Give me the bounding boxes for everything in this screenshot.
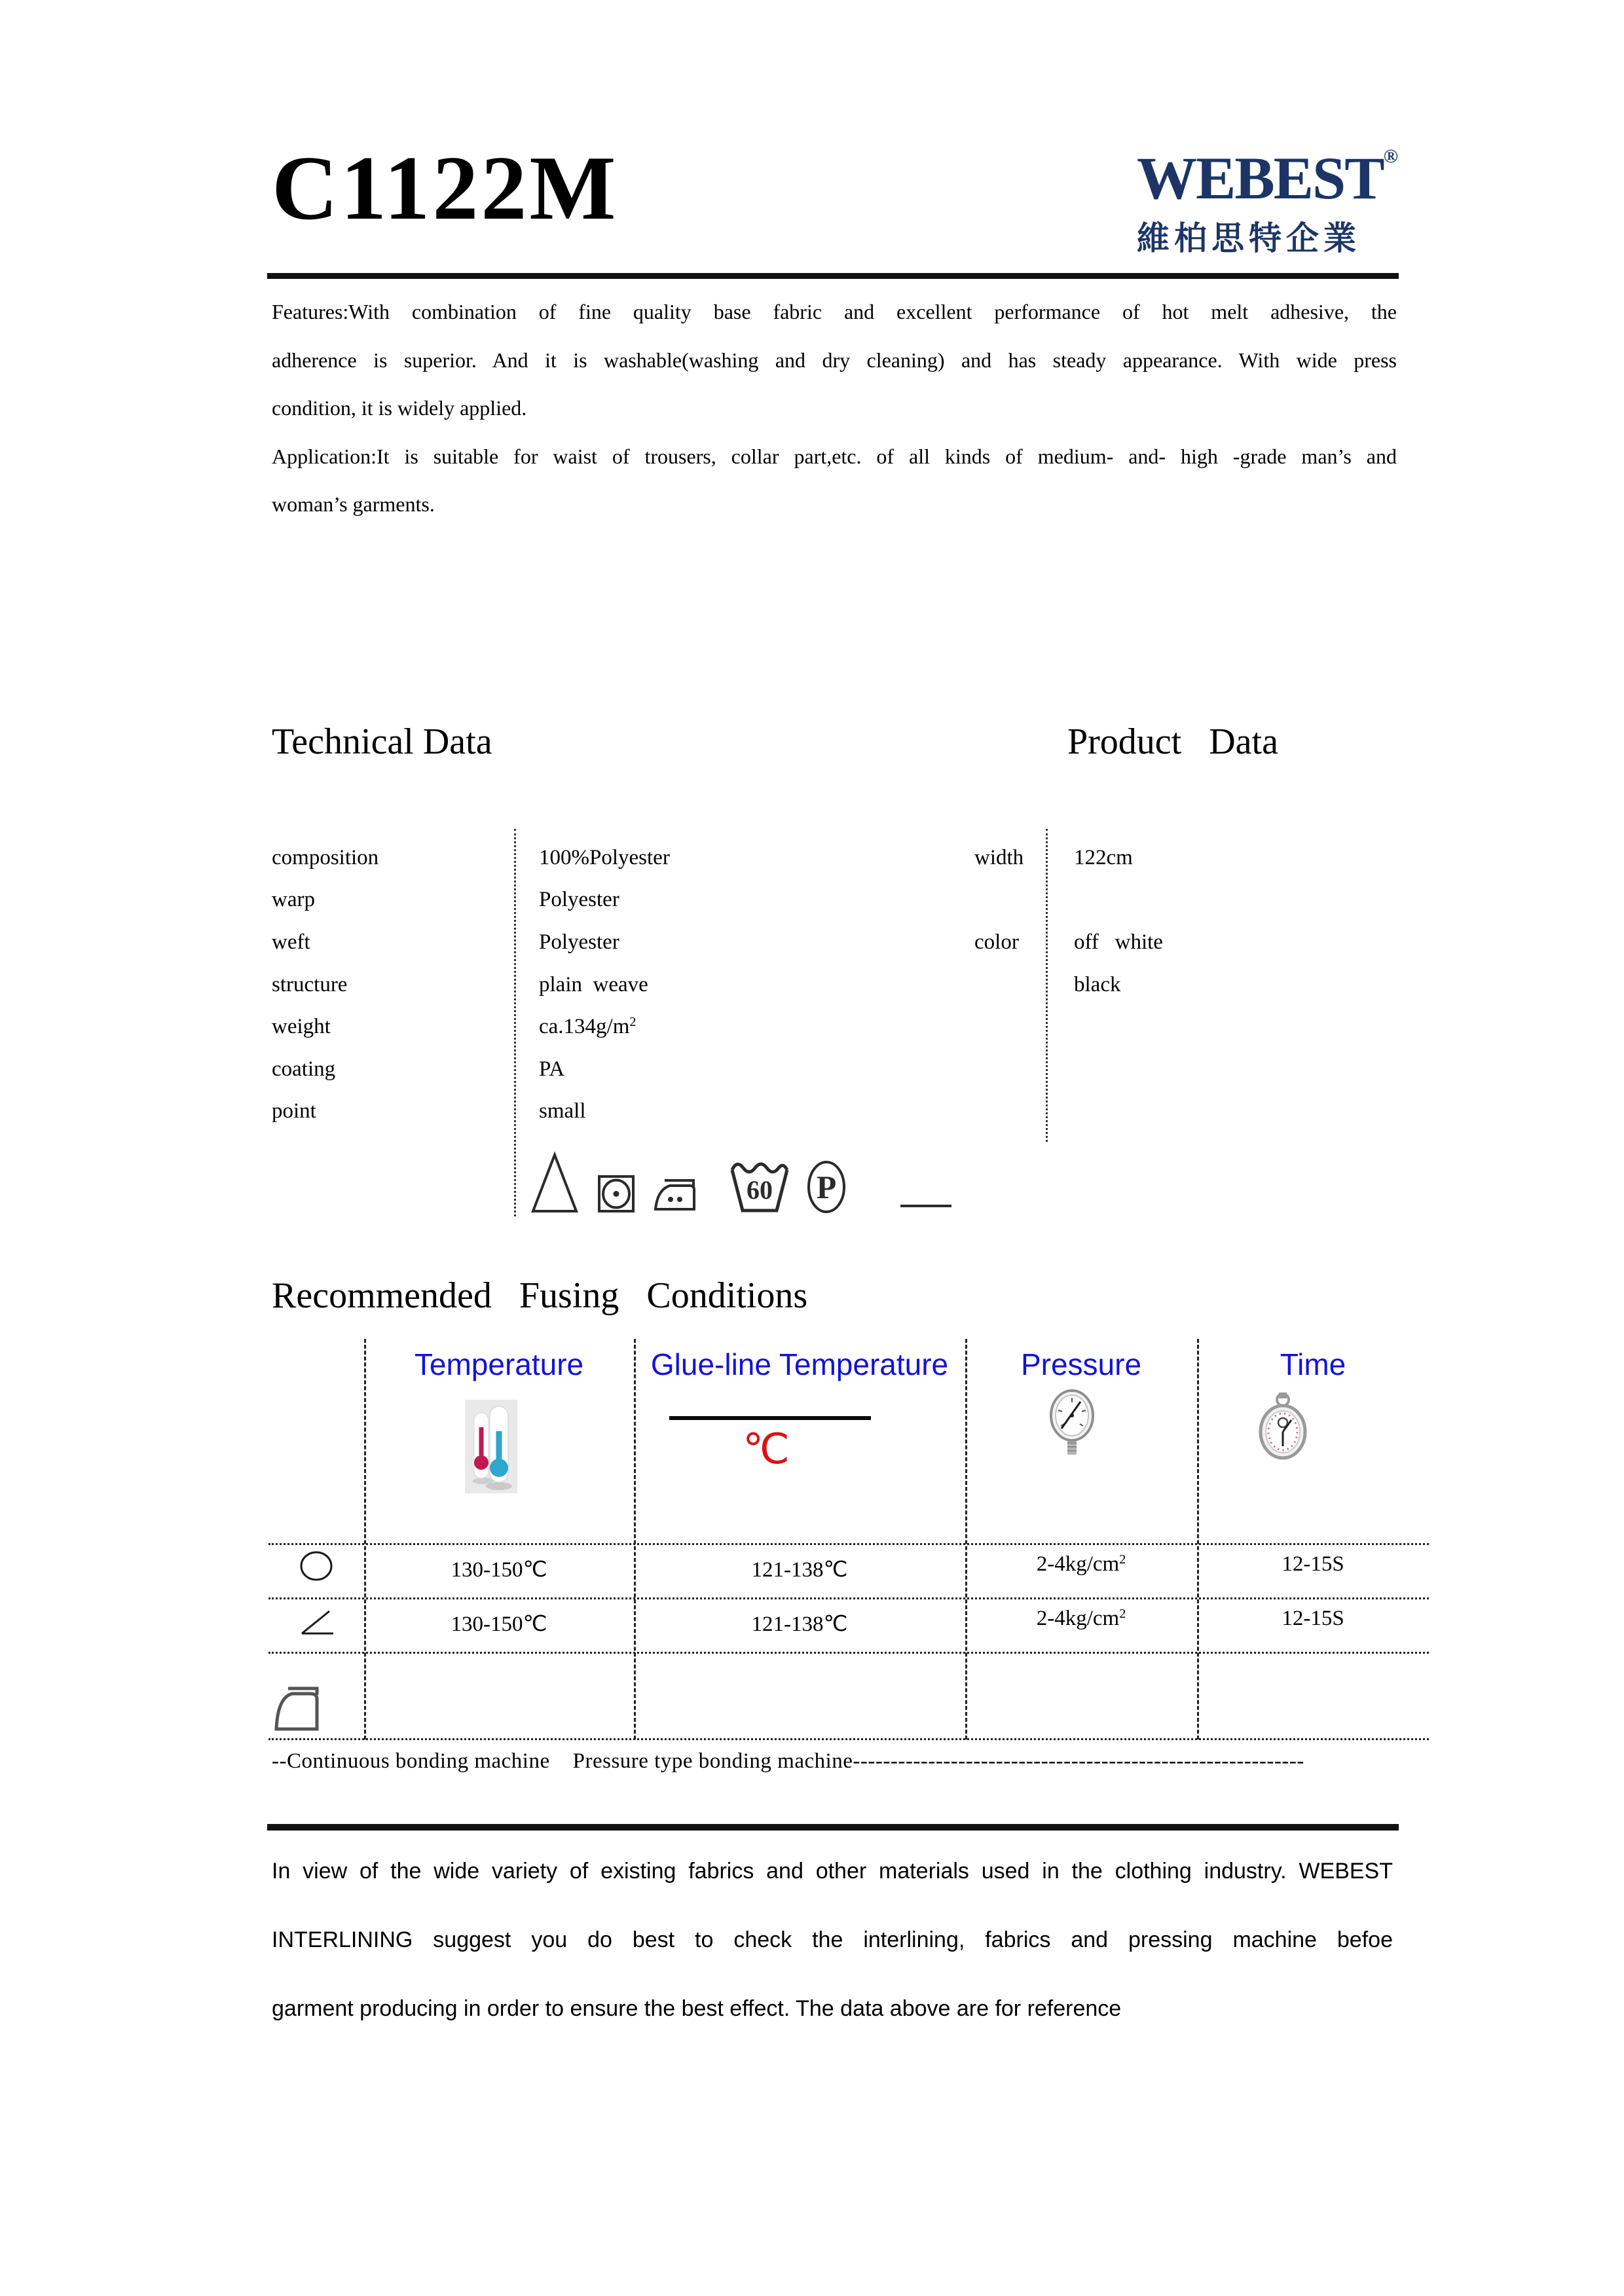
care-symbols-row: [530, 1150, 951, 1218]
fusing-conditions-heading: Recommended Fusing Conditions: [272, 1275, 808, 1316]
column-header-pressure: Pressure: [1020, 1347, 1142, 1381]
product-data-table: [969, 837, 1401, 1151]
glue-temperature-value: 121-138℃: [751, 1558, 848, 1582]
bleach-triangle-icon: [530, 1152, 579, 1218]
row-label: composition: [272, 845, 379, 869]
dry-clean-p-icon: [806, 1159, 847, 1218]
celsius-symbol: ℃: [743, 1426, 790, 1472]
logo-chinese-text: 維柏思特企業: [1136, 220, 1361, 257]
thermometer-icon: [465, 1400, 517, 1497]
temperature-value: 130-150℃: [451, 1558, 547, 1582]
table-row: [272, 1048, 927, 1091]
disclaimer-line: INTERLINING suggest you do best to check the interlining, fabrics and pressing machine befoe: [272, 1927, 1393, 1952]
row-value: off white: [1074, 930, 1163, 954]
stopwatch-icon: [1257, 1391, 1308, 1463]
table-row: [272, 1091, 927, 1133]
technical-data-table: [272, 837, 927, 1133]
column-divider: [1197, 1339, 1199, 1740]
company-logo: [1137, 145, 1398, 259]
row-value: Polyester: [539, 888, 619, 912]
row-divider: [268, 1543, 1429, 1545]
glue-line-underline: [669, 1416, 871, 1420]
row-value: Polyester: [539, 930, 619, 954]
table-row: [272, 1006, 927, 1048]
row-value: PA: [539, 1057, 565, 1081]
application-line: Application:It is suitable for waist of trousers, collar part,etc. of all kinds of medium- and- high -grade man’s and: [272, 444, 1397, 468]
row-divider: [268, 1652, 1429, 1654]
features-line: condition, it is widely applied.: [272, 396, 527, 420]
temperature-value: 130-150℃: [451, 1613, 547, 1636]
disclaimer-line: garment producing in order to ensure the best effect. The data above are for reference: [272, 1996, 1122, 2021]
table-row: [272, 921, 927, 964]
header-rule: [267, 273, 1399, 279]
pressure-value: [965, 1552, 1197, 1576]
row-label: point: [272, 1099, 316, 1123]
disclaimer-line: In view of the wide variety of existing fabrics and other materials used in the clothing industry. WEBEST: [272, 1859, 1393, 1884]
tumble-dry-icon: [597, 1171, 636, 1218]
footer-rule: [267, 1824, 1399, 1831]
intro-paragraphs: [272, 288, 1397, 529]
time-value: 12-15S: [1282, 1552, 1344, 1576]
row-divider: [268, 1738, 1429, 1740]
logo-name-text: WEBEST: [1136, 145, 1384, 211]
features-line: adherence is superior. And it is washable(washing and dry cleaning) and has steady appearance. With wide press: [272, 348, 1397, 372]
glue-temperature-value: 121-138℃: [751, 1613, 848, 1636]
dry-clean-letter: P: [816, 1169, 837, 1205]
pressure-value: [965, 1607, 1197, 1631]
column-header-temperature: Temperature: [414, 1347, 584, 1381]
row-value: [514, 1015, 636, 1039]
disclaimer-paragraph: [272, 1837, 1393, 2043]
machine-circle-icon: [268, 1550, 364, 1588]
column-header-time: Time: [1280, 1347, 1346, 1381]
row-value: black: [1074, 973, 1121, 996]
logo-wordmark: [1136, 145, 1398, 211]
wash-60-icon: [729, 1158, 790, 1218]
product-divider-line: [1046, 829, 1048, 1142]
technical-data-heading: Technical Data: [272, 721, 492, 762]
row-label: structure: [272, 972, 348, 996]
features-line: Features:With combination of fine quality base fabric and excellent performance of hot melt adhesive, the: [272, 300, 1397, 323]
column-divider: [634, 1339, 636, 1740]
row-divider: [268, 1597, 1429, 1599]
fusing-conditions-table: [268, 1339, 1429, 1740]
pressure-superscript: 2: [1119, 1552, 1126, 1567]
row-label: weft: [272, 930, 310, 954]
pressure-gauge-icon: [1049, 1388, 1095, 1467]
product-data-heading: Product Data: [1067, 721, 1278, 762]
table-row: [272, 879, 927, 922]
column-divider: [965, 1339, 967, 1740]
weight-superscript: 2: [629, 1015, 637, 1030]
row-label: warp: [272, 888, 315, 912]
row-value: small: [539, 1099, 586, 1123]
table-row: [272, 837, 927, 879]
row-label: width: [974, 846, 1024, 869]
row-value: 122cm: [1074, 846, 1133, 869]
wash-temp-label: 60: [747, 1175, 773, 1205]
registered-mark-icon: ®: [1383, 145, 1398, 167]
row-value: 100%Polyester: [539, 845, 670, 869]
iron-two-dots-icon: [653, 1170, 697, 1218]
time-value: 12-15S: [1282, 1607, 1344, 1630]
pressure-base: 2-4kg/cm: [1036, 1552, 1120, 1576]
row-label: color: [974, 930, 1019, 954]
column-header-glue-line: Glue-line Temperature: [650, 1347, 949, 1381]
pressure-superscript: 2: [1119, 1607, 1126, 1621]
row-label: coating: [272, 1057, 336, 1081]
table-row: [272, 964, 927, 1006]
technical-divider-line: [514, 829, 516, 1216]
row-value: plain weave: [539, 972, 648, 996]
bonding-machine-footnote: --Continuous bonding machine Pressure type bonding machine------------------------------------------------------------: [272, 1749, 1304, 1773]
iron-machine-icon: [271, 1674, 367, 1739]
weight-value: ca.134g/m: [539, 1015, 630, 1039]
application-line: woman’s garments.: [272, 492, 435, 516]
product-code-title: C1122M: [272, 137, 619, 239]
pressure-base: 2-4kg/cm: [1036, 1607, 1120, 1630]
row-label: weight: [272, 1015, 331, 1039]
machine-angle-icon: [268, 1606, 364, 1642]
line-icon: [900, 1205, 951, 1207]
